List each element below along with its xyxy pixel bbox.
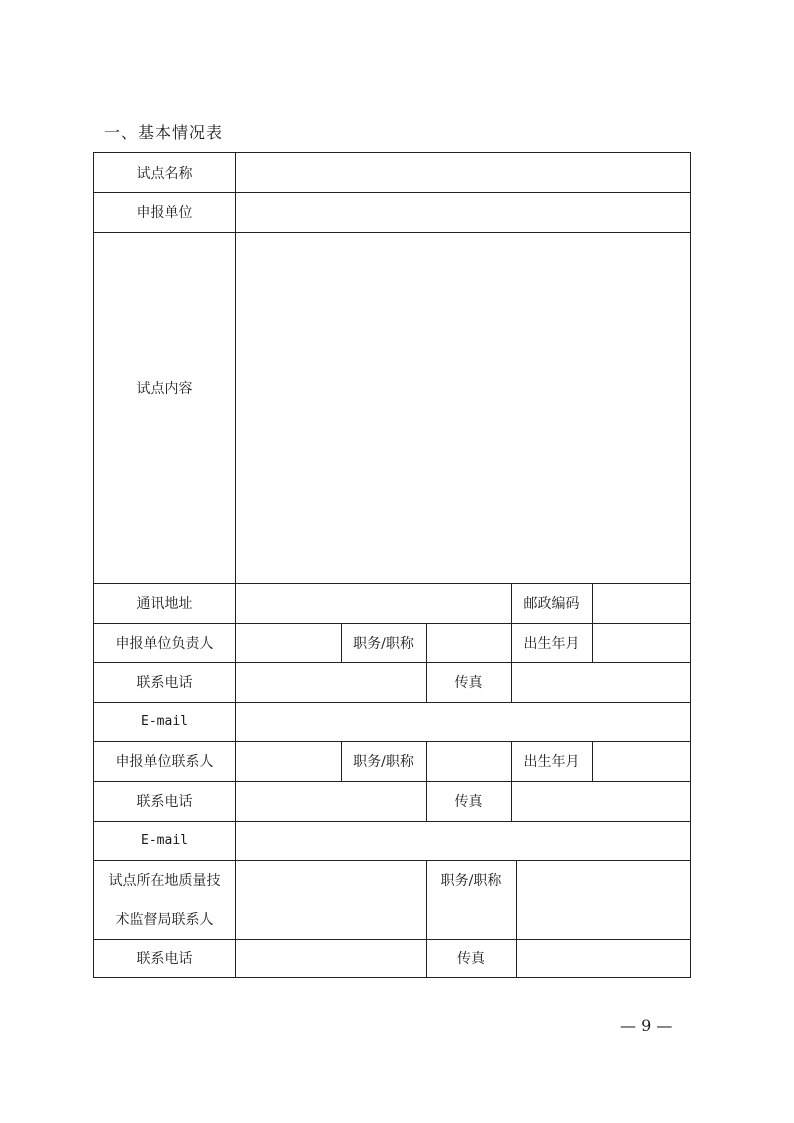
bureau-fax-field[interactable] [517,939,690,977]
pilot-name-label: 试点名称 [136,165,193,182]
head-fax-field[interactable] [512,662,690,702]
postcode-field[interactable] [593,583,690,623]
section-title: 一、基本情况表 [104,123,224,142]
basic-info-table [93,152,691,978]
bureau-phone-field[interactable] [236,939,426,977]
bureau-contact-position-field[interactable] [517,860,690,939]
applicant-unit-field[interactable] [236,192,690,232]
unit-head-field[interactable] [236,623,341,662]
unit-contact-birth-field[interactable] [593,741,690,781]
bureau-contact-field[interactable] [236,860,426,939]
unit-contact-field[interactable] [236,741,341,781]
bureau-contact-label-line1: 试点所在地质量技 [108,872,221,889]
head-phone-label: 联系电话 [136,675,193,691]
unit-contact-birth-label: 出生年月 [523,754,580,770]
bureau-fax-label: 传真 [457,951,485,967]
contact-fax-field[interactable] [512,781,690,821]
unit-head-birth-field[interactable] [593,623,690,662]
page-number: — 9 — [620,1016,673,1035]
unit-head-birth-label: 出生年月 [523,635,580,652]
address-field[interactable] [236,583,511,623]
contact-email-label: E-mail [141,833,188,848]
bureau-contact-position-label: 职务/职称 [440,873,502,889]
head-email-field[interactable] [236,702,690,741]
unit-head-label: 申报单位负责人 [115,635,214,652]
unit-contact-position-field[interactable] [427,741,511,781]
pilot-content-field[interactable] [236,232,690,583]
head-fax-label: 传真 [454,675,483,691]
unit-contact-position-label: 职务/职称 [353,754,414,770]
contact-fax-label: 传真 [454,794,483,810]
applicant-unit-label: 申报单位 [136,205,193,221]
unit-contact-label: 申报单位联系人 [115,754,214,770]
contact-phone-label: 联系电话 [136,794,193,810]
bureau-contact-label-line2: 术监督局联系人 [115,912,214,929]
unit-head-position-label: 职务/职称 [353,635,414,652]
contact-email-field[interactable] [236,821,690,860]
address-label: 通讯地址 [136,596,193,612]
bureau-contact-label [94,860,235,939]
head-email-label: E-mail [141,714,188,729]
pilot-name-field[interactable] [236,153,690,192]
bureau-phone-label: 联系电话 [136,951,193,967]
postcode-label: 邮政编码 [523,596,580,612]
head-phone-field[interactable] [236,662,426,702]
unit-head-position-field[interactable] [427,623,511,662]
pilot-content-label: 试点内容 [136,380,193,397]
contact-phone-field[interactable] [236,781,426,821]
